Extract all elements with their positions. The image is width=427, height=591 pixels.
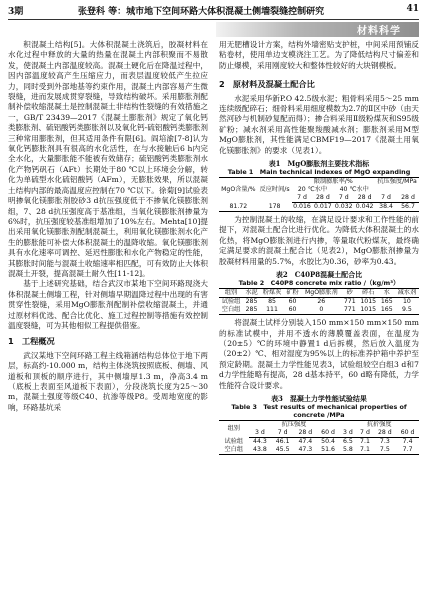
t2-head: 碎石: [358, 289, 379, 298]
t1-head-mgo: MgO含量/%: [219, 178, 258, 203]
t2-cell: 165: [380, 298, 393, 306]
t1-head-time: 反应时间/s: [258, 178, 292, 203]
t3-cell: 7.1: [356, 446, 373, 455]
running-title: 张登科 等：城市地下空间环路大体积混凝土侧墙裂缝控制研究: [78, 7, 325, 17]
t3-head-group: 组别: [219, 420, 249, 437]
t3-cell: 47.3: [294, 446, 317, 455]
t2-cell: 165: [379, 306, 395, 315]
t3-age: 60 d: [396, 429, 419, 438]
table-1-caption: 表1 MgO膨胀剂主要技术指标: [268, 159, 370, 169]
t2-head: MgO膨胀剂: [301, 289, 342, 298]
table-3-caption-en: [219, 403, 419, 419]
t1-cell: 0.017: [314, 203, 332, 211]
t3-age: 3 d: [339, 429, 356, 438]
table-3-unit: /MPa: [327, 410, 345, 419]
t2-cell: 285: [245, 298, 258, 306]
t1-head-blank: [375, 186, 419, 194]
t1-cell: 0.016: [293, 203, 311, 211]
t2-cell: 285: [243, 306, 260, 315]
t1-head-40c: 40 ℃水中: [339, 186, 369, 194]
table-1: [219, 177, 419, 212]
t2-head: 砂: [342, 289, 358, 298]
t1-cell: 178: [258, 203, 292, 212]
table-2-caption-en: [219, 279, 419, 287]
t3-head-compressive: 抗压强度: [249, 420, 340, 429]
t2-cell: 111: [260, 306, 284, 315]
t2-head: 粉煤灰: [260, 289, 284, 298]
t2-cell: 60: [288, 298, 297, 306]
t3-cell: 空白组: [219, 446, 249, 455]
t3-cell: 7.1: [360, 437, 370, 445]
t3-cell: 51.6: [317, 446, 340, 455]
t1-age: 28 d: [397, 194, 419, 203]
section-1-heading: 1 工程概况: [8, 336, 55, 347]
t2-head: 矿粉: [284, 289, 301, 298]
t1-head-strength: 抗压强度/MPa: [375, 178, 419, 187]
t1-cell: 38.4: [375, 203, 397, 212]
intro-paragraph-2: 基于上述研究基础，结合武汉市某地下空间环路现浇大体积混凝土侧墙工程，针对侧墙早期温降过程中出现的有害贯穿性裂缝，采用MgO膨胀剂配制补偿收缩混凝土，并通过原材料优选、配合比优化、施工过程控制等措施有效控制温度裂缝，可为其他相似工程提供借鉴。: [8, 279, 208, 330]
t2-head: 组别: [219, 289, 243, 298]
page-header: [8, 4, 419, 20]
t3-cell: 5.8: [339, 446, 356, 455]
t1-cell: 0.032: [334, 203, 353, 211]
t2-cell: 60: [284, 306, 301, 315]
t2-cell: 0: [301, 306, 342, 315]
t1-age: 7 d: [375, 194, 397, 203]
t3-cell: 7.4: [402, 437, 413, 445]
right-column: [219, 40, 419, 458]
t3-age: 60 d: [317, 429, 340, 438]
t2-cell: 1015: [360, 298, 377, 306]
left-column: [8, 40, 208, 413]
t1-age: 7 d: [292, 194, 313, 203]
section-2-heading: 2 原材料及混凝土配合比: [219, 79, 315, 90]
table-2-caption: 表2 C40P8混凝土配合比: [275, 270, 363, 280]
table-3: [219, 420, 419, 455]
mix-paragraph: 为控制混凝土的收缩，在满足设计要求和工作性能的前提下，对混凝土配合比进行优化。为降低大体积混凝土的水化热，将MgO膨胀剂进行内掺，等量取代粉煤灰，最终确定满足要求的混凝土配合比（见表2），MgO膨胀剂掺量为胶凝材料用量的5.7%，水胶比为0.36，砂率为0.43。: [219, 215, 419, 266]
t3-cell: 44.3: [253, 437, 267, 445]
t1-age: 7 d: [333, 194, 354, 203]
issue-number: 3期: [8, 7, 24, 17]
t3-age: 7 d: [271, 429, 294, 438]
t2-cell: 10: [402, 298, 411, 306]
t1-age: 28 d: [312, 194, 333, 203]
t3-age: 3 d: [249, 429, 272, 438]
t2-cell: 1015: [358, 306, 379, 315]
t3-cell: 46.1: [275, 437, 290, 445]
t2-head: 水泥: [243, 289, 260, 298]
t2-cell: 771: [342, 306, 358, 315]
t3-cell: 7.3: [379, 437, 390, 445]
t3-age: 7 d: [356, 429, 373, 438]
table-3-caption: 表3 混凝土力学性能试验结果: [271, 393, 367, 403]
table-2: [219, 288, 419, 315]
t3-age: 28 d: [374, 429, 397, 438]
t3-age: 28 d: [294, 429, 317, 438]
t3-cell: 试验组: [224, 437, 244, 445]
continued-paragraph: 用无肥槽设计方案，结构外墙密贴支护桩，中间采用预铺反粘卷材，使用单边支模浇注工艺。为了降低结构尺寸偏差和防止爆模，采用刚度较大和整体性较好的大块钢模板。: [219, 40, 419, 70]
section-1-paragraph: 武汉某地下空间环路工程主线箱涵结构总体位于地下两层，标高约-10.000 m，结构主体浇筑按照底板、侧墙、风道板和顶板的顺序进行，其中侧墙厚1.3 m，净高3.4 m（底板上表面至风道板下表面），分段浇筑长度为25～30 m，混凝土强度等级C40、抗渗等级P8。受周地宽度的影响，环路基坑采: [8, 350, 208, 412]
t2-cell: 26: [317, 298, 326, 306]
curing-paragraph: 将混凝土试样分别装入150 mm×150 mm×150 mm的标准试模中，并用不透水的薄膜覆盖表面，在温度为（20±5）℃的环境中静置1 d后拆模，然后放入温度为（20±2）℃、相对湿度为95%以上的标准养护箱中养护至预定龄期。混凝土力学性能见表3，试验组较空白组3 d和7 d力学性能略有提高，28 d基本持平，60 d略有降低，力学性能符合设计要求。: [219, 318, 419, 390]
t2-cell: 85: [268, 298, 276, 306]
t2-head: 水: [379, 289, 395, 298]
table-2-unit: /（kg/m³）: [363, 279, 400, 288]
t3-cell: 6.5: [343, 437, 353, 445]
t3-cell: 7.7: [396, 446, 419, 455]
header-rule: [8, 19, 419, 20]
table-2-caption-en-text: Table 2 C40P8 concrete mix ratio: [238, 279, 362, 288]
t2-cell: 空白组: [219, 306, 243, 315]
t3-cell: 47.4: [298, 437, 313, 445]
t1-cell: 56.7: [397, 203, 419, 212]
t2-cell: 771: [343, 298, 356, 306]
materials-paragraph: 水泥采用华新P.O 42.5级水泥；粗骨料采用5～25 mm连续级配碎石；细骨料采用细度模数为2.7的Ⅱ区中砂（由天然河砂与机制砂复配而得）；掺合料采用Ⅱ级粉煤灰和S95级矿粉；减水剂采用高性能聚羧酸减水剂；膨胀剂采用M型MgO膨胀剂，其性能满足CBMF19—2017《混凝土用氧化镁膨胀剂》的要求（见表1）。: [219, 93, 419, 155]
t2-head: 减水剂: [395, 289, 419, 298]
t3-cell: 50.4: [321, 437, 335, 445]
t2-cell: 9.5: [395, 306, 419, 315]
table-3-caption-en-text: Table 3 Test results of mechanical properties of concrete: [231, 402, 407, 419]
t1-cell: 0.042: [355, 203, 374, 211]
t1-cell: 81.72: [219, 203, 258, 212]
table-1-caption-en: Table 1 Main technical indexes of MgO expanding: [227, 168, 411, 177]
t1-age: 28 d: [354, 194, 375, 203]
intro-paragraph-1: 积混凝土结构[5]。大体积混凝土浇筑后，胶凝材料在水化过程中释放的大量的热量在混凝土内部积聚而不易散发，使混凝土内部温度较高。混凝土硬化后在降温过程中，因内部温度较高产生压缩应力，而表层温度较低产生拉应力，同时受到外部地基等约束作用，混凝土内部容易产生微裂缝，进而发展成贯穿裂缝，导致结构破坏。采用膨胀剂配制补偿收缩混凝土是控制混凝土非结构性裂缝的有效措施之一，GB/T 23439—2017《混凝土膨胀剂》规定了氧化钙类膨胀剂、硫铝酸钙类膨胀剂以及氧化钙-硫铝酸钙类膨胀剂三种常用膨胀剂，但其适用条件有限[6]。阎培渝[7-8]认为氧化钙膨胀剂具有很高的水化活性，在与水接触后6 h内完全水化，大量膨胀能不能被有效储存；硫铝酸钙类膨胀剂水化产物钙矾石（AFt）长期处于80 ℃以上环境会分解，转化为单硫型水化硫铝酸钙（AFm），无膨胀效果，所以混凝土结构内部的最高温度应控制在70 ℃以下。徐菊[9]试验表明掺氧化镁膨胀剂胶砂3 d抗压强度低于不掺氧化镁膨胀剂组，7、28 d抗压强度高于基准组，当氧化镁膨胀剂掺量为6%时，抗压强度较基准组增加了10%左右。Mehta[10]提出采用氧化镁膨胀剂配制混凝土，利用氧化镁膨胀剂水化产生的膨胀能可补偿大体积混凝土的温降收缩。氧化镁膨胀剂具有水化速率可调控、延迟性膨胀和水化产物稳定的性能，其膨胀时间能与混凝土收缩速率相匹配，可有效防止大体积混凝土开裂，提高混凝土耐久性[11-12]。: [8, 40, 209, 278]
t3-cell: 7.5: [374, 446, 397, 455]
page-number: 41: [406, 4, 419, 14]
t1-head-expansion: 限制膨胀率/%: [292, 178, 376, 187]
t3-cell: 43.8: [249, 446, 272, 455]
t1-head-20c: 20 ℃水中: [297, 186, 328, 194]
banner-label: 材料科学: [357, 26, 401, 37]
t3-head-flexural: 抗折强度: [339, 420, 419, 429]
t3-cell: 45.5: [271, 446, 294, 455]
section-banner: [216, 22, 419, 37]
t2-cell: 试验组: [221, 298, 241, 306]
